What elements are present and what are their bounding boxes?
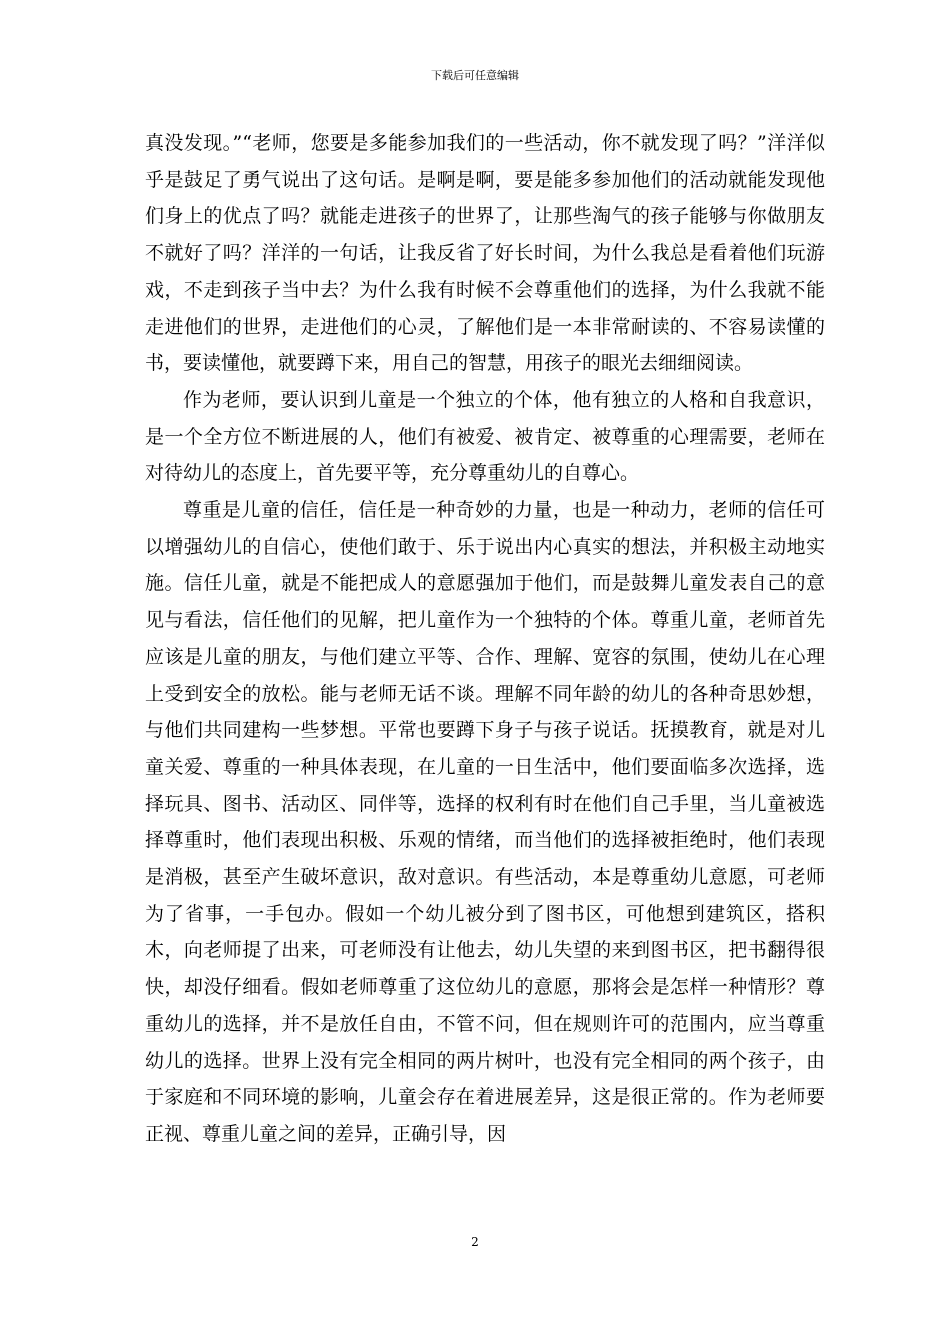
page-number: 2	[471, 1235, 479, 1249]
page-header: 下载后可任意编辑	[431, 69, 519, 82]
document-body	[145, 125, 825, 1153]
paragraph: 尊重是儿童的信任，信任是一种奇妙的力量，也是一种动力，老师的信任可以增强幼儿的自信心，使他们敢于、乐于说出内心真实的想法，并积极主动地实施。信任儿童，就是不能把成人的意愿强加于他们，而是鼓舞儿童发表自己的意见与看法，信任他们的见解，把儿童作为一个独特的个体。尊重儿童，老师首先应该是儿童的朋友，与他们建立平等、合作、理解、宽容的氛围，使幼儿在心理上受到安全的放松。能与老师无话不谈。理解不同年龄的幼儿的各种奇思妙想，与他们共同建构一些梦想。平常也要蹲下身子与孩子说话。抚摸教育，就是对儿童关爱、尊重的一种具体表现，在儿童的一日生活中，他们要面临多次选择，选择玩具、图书、活动区、同伴等，选择的权利有时在他们自己手里，当儿童被选择尊重时，他们表现出积极、乐观的情绪，而当他们的选择被拒绝时，他们表现是消极，甚至产生破坏意识，敌对意识。有些活动，本是尊重幼儿意愿，可老师为了省事，一手包办。假如一个幼儿被分到了图书区，可他想到建筑区，搭积木，向老师提了出来，可老师没有让他去，幼儿失望的来到图书区，把书翻得很快，却没仔细看。假如老师尊重了这位幼儿的意愿，那将会是怎样一种情形？尊重幼儿的选择，并不是放任自由，不管不问，但在规则许可的范围内，应当尊重幼儿的选择。世界上没有完全相同的两片树叶，也没有完全相同的两个孩子，由于家庭和不同环境的影响，儿童会存在着进展差异，这是很正常的。作为老师要正视、尊重儿童之间的差异，正确引导，因	[145, 499, 825, 1145]
paragraph: 真没发现。”“老师，您要是多能参加我们的一些活动，你不就发现了吗？”洋洋似乎是鼓足了勇气说出了这句话。是啊是啊，要是能多参加他们的活动就能发现他们身上的优点了吗？就能走进孩子的世界了，让那些淘气的孩子能够与你做朋友不就好了吗？洋洋的一句话，让我反省了好长时间，为什么我总是看着他们玩游戏，不走到孩子当中去？为什么我有时候不会尊重他们的选择，为什么我就不能走进他们的世界，走进他们的心灵，了解他们是一本非常耐读的、不容易读懂的书，要读懂他，就要蹲下来，用自己的智慧，用孩子的眼光去细细阅读。	[145, 132, 825, 375]
paragraph: 作为老师，要认识到儿童是一个独立的个体，他有独立的人格和自我意识，是一个全方位不断进展的人，他们有被爱、被肯定、被尊重的心理需要，老师在对待幼儿的态度上，首先要平等，充分尊重幼儿的自尊心。	[145, 388, 825, 485]
